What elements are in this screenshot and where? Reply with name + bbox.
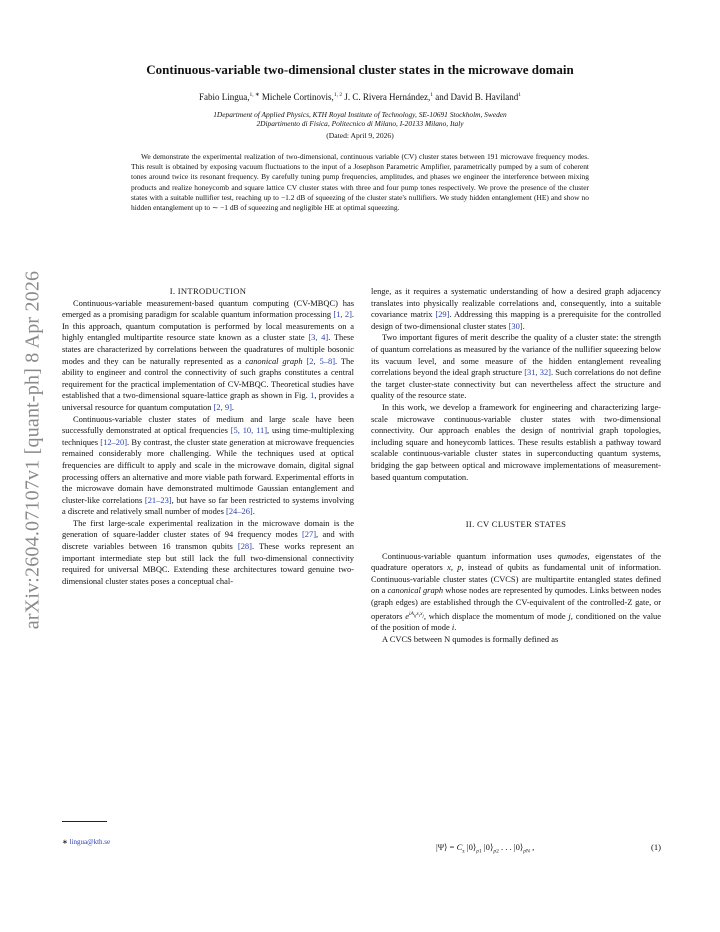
author-list: Fabio Lingua,$^{1, ∗}$ Michele Cortinovis,$^{1, 2}$ J. C. Rivera Hernández,$^1$ and David B. Haviland$^1$ — [198, 92, 522, 102]
cv-paragraph-1: Continuous-variable quantum information uses qumodes, eigenstates of the quadrature operators x, p, instead of qubits as fundamental unit of information. Continuous-variable cluster states (CVCS) are multipartite entangled states defined on a canonical graph whose nodes are represented by qumodes. Links between nodes (graph edges) are established through the CV-equivalent of the controlled-Z gate, or operators $e^{iA_{ij}x_ix_j}$, which displace the momentum of mode j, conditioned on the value of the position of mode i. — [371, 550, 662, 633]
intro-paragraph-3-continued: lenge, as it requires a systematic understanding of how a desired graph adjacency translates into physically realizable correlations and, consequently, into a suitable covariance matrix [29]. Addressing this mapping is a prerequisite for the controlled design of two-dimensional cluster states [30]. — [371, 286, 661, 331]
intro-paragraph-2: Continuous-variable cluster states of medium and large scale have been successfully demonstrated at optical frequencies [5, 10, 11], using time-multiplexing techniques [12–20]. By contrast, the cluster state generation at microwave frequencies remained considerably more challenging. While the techniques used at optical frequencies are difficult to apply and scale in the microwave domain, digital signal processing offers an alternative and more viable path forward. Experimental efforts in the microwave domain have demonstrated multimode Gaussian entanglement and cluster-like correlations [21–23], but have so far been restricted to systems involving a discrete and relatively small number of modes [24–26]. — [62, 413, 354, 517]
section-heading-cv-cluster-states: II. CV CLUSTER STATES — [465, 519, 567, 530]
paper-title: Continuous-variable two-dimensional cluster states in the microwave domain — [146, 62, 574, 77]
footnote: ∗ lingua@kth.se — [62, 838, 111, 846]
left-column — [62, 286, 354, 587]
dated-line: (Dated: April 9, 2026) — [326, 131, 394, 140]
affiliation-1: 1Department of Applied Physics, KTH Royal Institute of Technology, SE-10691 Stockholm, Sweden — [213, 110, 507, 119]
intro-paragraph-5: In this work, we develop a framework for engineering and characterizing large-scale microwave continuous-variable cluster states with two-dimensional connectivity. Our approach enables the design of nontrivial graph topologies, including square and honeycomb lattices. These results establish a pathway toward scalable continuous-variable cluster states in superconducting quantum systems, bridging the gap between optical and microwave implementations of measurement-based quantum computation. — [371, 401, 661, 482]
intro-paragraph-3: The first large-scale experimental realization in the microwave domain is the generation of square-ladder cluster states of 94 frequency modes [27], and with discrete variables between 16 transmon qubits [28]. These works represent an important intermediate step but still lack the full two-dimensional connectivity required for universal MBQC. Extending these architectures toward genuine two-dimensional cluster states poses a conceptual chal- — [62, 517, 354, 586]
section-heading-introduction: I. INTRODUCTION — [169, 286, 247, 296]
abstract: We demonstrate the experimental realization of two-dimensional, continuous variable (CV) cluster states between 191 microwave frequency modes. This result is obtained by exposing vacuum fluctuations to the input of a Josephson Parametric Amplifier, parametrically pumped by a sum of coherent tones around twice its resonant frequency. By carefully tuning pump frequencies, amplitudes, and phases we engineer the interference between mixing products and realize honeycomb and square lattice CV cluster states with three and four pump tones respectively. We prove the presence of the cluster states with a suitable nullifier test, reaching up to −1.2 dB of squeezing of the cluster state's nullifiers. We study hidden entanglement (HE) and show no hidden entanglement up to ∼ −1 dB of squeezing and negligible HE at optimal squeezing. — [131, 152, 589, 213]
author-email-link[interactable]: lingua@kth.se — [69, 838, 111, 846]
affiliations — [60, 110, 660, 129]
arxiv-identifier: arXiv:2604.07107v1 [quant-ph] 8 Apr 2026 — [21, 270, 44, 630]
arxiv-side-label — [15, 250, 51, 650]
intro-paragraph-1: Continuous-variable measurement-based quantum computing (CV-MBQC) has emerged as a promising paradigm for scalable quantum information processing [1, 2]. In this approach, quantum computation is performed by local measurements on a highly entangled multipartite resource state known as a cluster state [3, 4]. These states are characterized by correlations between the quadratures of multiple bosonic modes and they can be naturally represented as a canonical graph [2, 5–8]. The ability to engineer and control the connectivity of such graphs constitutes a central requirement for the practical implementation of CV-MBQC. Theoretical studies have established that a two-dimensional square-lattice graph as shown in Fig. 1, provides a universal resource for quantum computation [2, 9]. — [62, 297, 354, 412]
right-column — [371, 286, 661, 645]
equation-number: (1) — [650, 842, 661, 852]
footnote-rule — [62, 821, 107, 822]
cv-paragraph-2: A CVCS between N qumodes is formally defined as — [382, 633, 559, 644]
affiliation-2: 2Dipartimento di Fisica, Politecnico di Milano, I-20133 Milano, Italy — [256, 119, 464, 129]
intro-paragraph-4: Two important figures of merit describe the quality of a cluster state: the strength of quantum correlations as measured by the variance of the nullifier squeezing below its vacuum level, and some measure of the hidden entanglement revealing correlations beyond the ideal graph structure [31, 32]. Such correlations do not define the target cluster-state connectivity but can nevertheless affect the structure and quality of the resource state. — [371, 332, 661, 401]
equation-body: |Ψ⟩ = $C_z$ $|0⟩_{p1}$ $|0⟩_{p2}$ . . . $|0⟩_{pN}$ , — [436, 842, 535, 855]
